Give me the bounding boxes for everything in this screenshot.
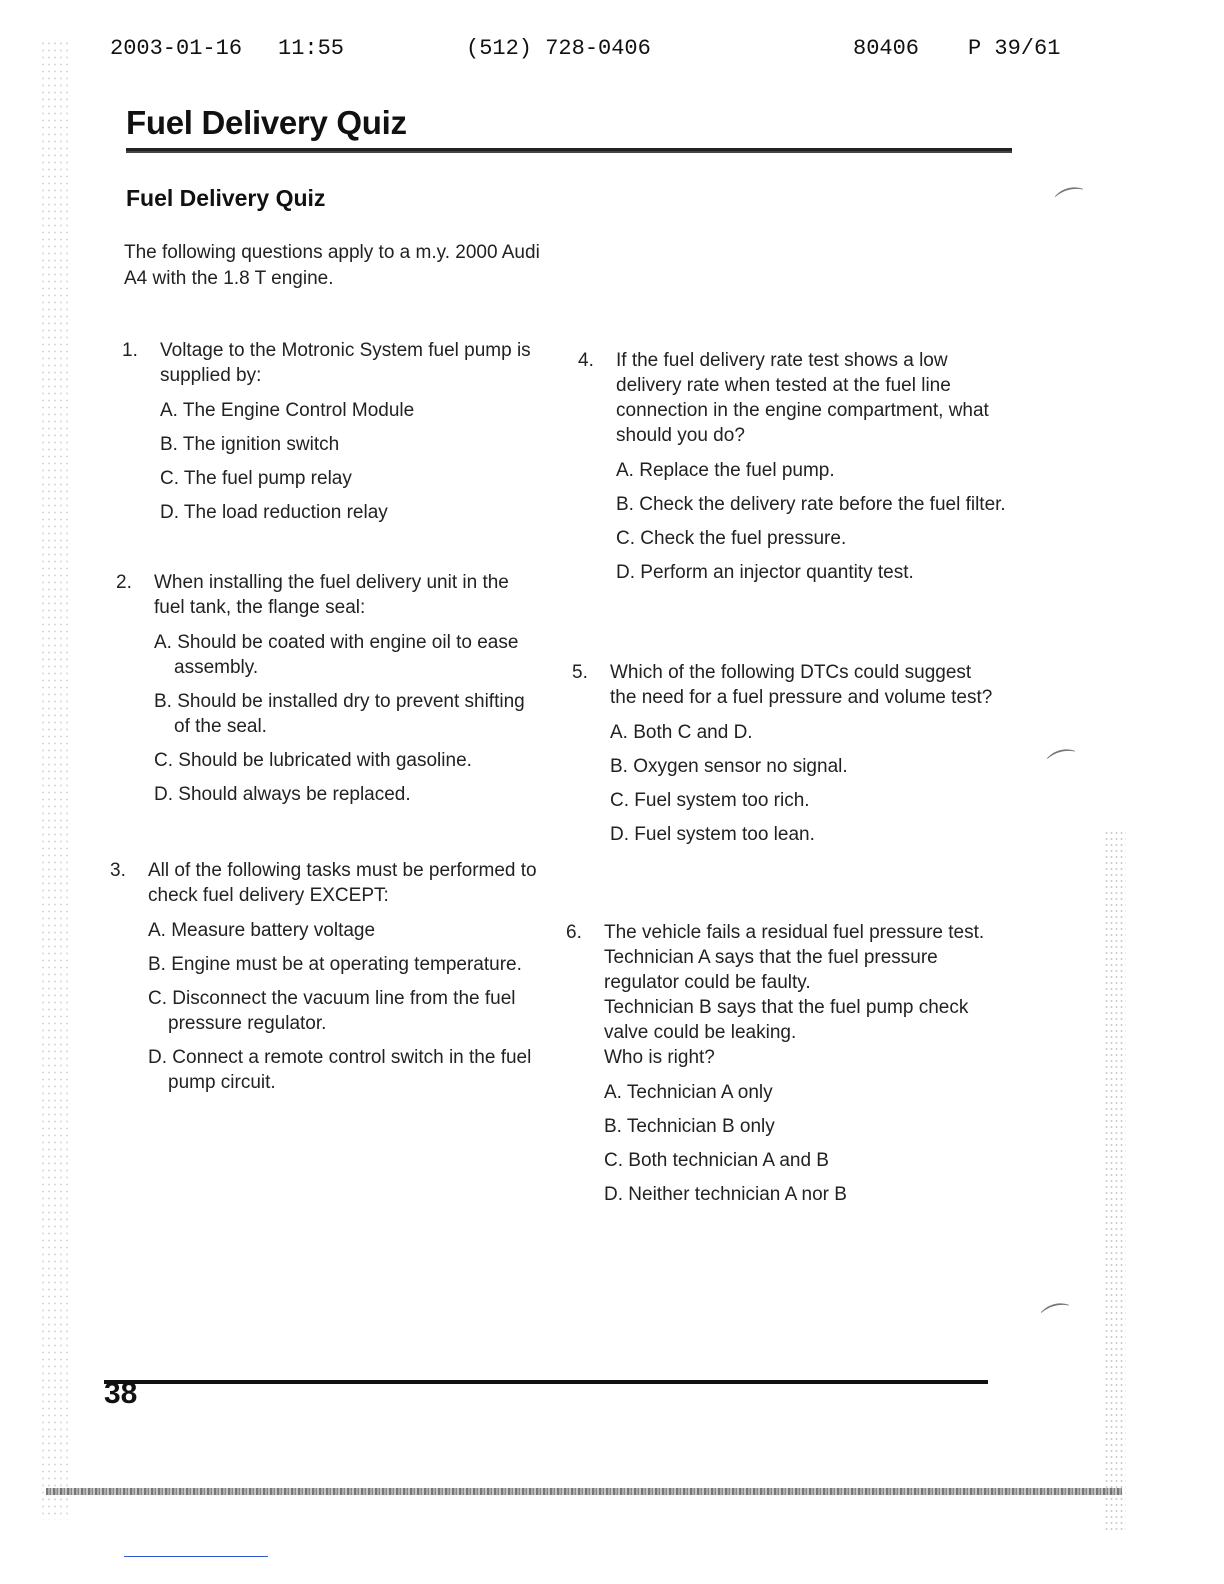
option-list (154, 630, 544, 807)
binder-ring-icon: ⌒ (1039, 1299, 1077, 1340)
scan-noise-left (40, 40, 70, 1520)
option-c: C. Fuel system too rich. (610, 790, 810, 811)
question-1 (122, 338, 542, 534)
option-d: D. Connect a remote control switch in the fuel pump circuit. (148, 1047, 532, 1093)
question-text-line: Technician B says that the fuel pump check valve could be leaking. (604, 997, 969, 1043)
question-text: Voltage to the Motronic System fuel pump is supplied by: (160, 340, 531, 386)
fax-header (0, 36, 1224, 66)
option-b: B. Check the delivery rate before the fuel filter. (616, 494, 1006, 515)
question-number: 1. (122, 340, 138, 361)
question-text: Which of the following DTCs could suggest the need for a fuel pressure and volume test? (610, 662, 993, 708)
fax-time: 11:55 (278, 36, 345, 61)
question-text-line: Who is right? (604, 1047, 715, 1068)
question-number: 6. (566, 922, 582, 943)
question-5 (572, 660, 1002, 856)
question-4 (578, 348, 1008, 594)
option-b: B. Oxygen sensor no signal. (610, 756, 848, 777)
binder-ring-icon: ⌒ (1045, 745, 1083, 786)
option-a: A. Measure battery voltage (148, 920, 376, 941)
option-d: D. Should always be replaced. (154, 784, 411, 805)
question-text: If the fuel delivery rate test shows a low delivery rate when tested at the fuel line connection in the engine compartment, what should you do? (616, 350, 989, 446)
option-b: B. Should be installed dry to prevent shifting of the seal. (154, 691, 525, 737)
question-3 (110, 858, 538, 1104)
question-number: 5. (572, 662, 588, 683)
fax-page: P 39/61 (968, 36, 1061, 61)
option-a: A. Should be coated with engine oil to ease assembly. (154, 632, 519, 678)
question-text (604, 920, 998, 1070)
question-text-line: Technician A says that the fuel pressure regulator could be faulty. (604, 947, 938, 993)
option-list (610, 720, 1002, 847)
option-a: A. Both C and D. (610, 722, 753, 743)
option-b: B. The ignition switch (160, 434, 340, 455)
page-title: Fuel Delivery Quiz (126, 104, 407, 141)
page-number: 38 (104, 1377, 138, 1410)
footer-divider (104, 1380, 988, 1384)
binder-ring-icon: ⌒ (1053, 183, 1091, 224)
question-2 (116, 570, 544, 816)
option-d: D. Neither technician A nor B (604, 1184, 847, 1205)
fax-date: 2003-01-16 (110, 36, 243, 61)
question-text: When installing the fuel delivery unit in the fuel tank, the flange seal: (154, 572, 509, 618)
option-d: D. Perform an injector quantity test. (616, 562, 914, 583)
question-6 (566, 920, 998, 1216)
question-text: All of the following tasks must be performed to check fuel delivery EXCEPT: (148, 860, 537, 906)
question-number: 3. (110, 860, 126, 881)
fax-code: 80406 (853, 36, 920, 61)
option-a: A. The Engine Control Module (160, 400, 415, 421)
option-b: B. Technician B only (604, 1116, 775, 1137)
option-c: C. Disconnect the vacuum line from the fuel pressure regulator. (148, 988, 516, 1034)
option-d: D. Fuel system too lean. (610, 824, 815, 845)
option-b: B. Engine must be at operating temperature. (148, 954, 522, 975)
title-divider (126, 148, 1012, 153)
option-d: D. The load reduction relay (160, 502, 388, 523)
option-c: C. Check the fuel pressure. (616, 528, 847, 549)
option-a: A. Replace the fuel pump. (616, 460, 835, 481)
section-title: Fuel Delivery Quiz (126, 185, 326, 211)
option-a: A. Technician A only (604, 1082, 773, 1103)
scan-noise-right (1104, 830, 1126, 1530)
option-c: C. Should be lubricated with gasoline. (154, 750, 472, 771)
option-list (616, 458, 1008, 585)
question-number: 4. (578, 350, 594, 371)
scan-edge-bar (46, 1488, 1122, 1495)
option-list (604, 1080, 998, 1207)
intro-text: The following questions apply to a m.y. 2000 Audi A4 with the 1.8 T engine. (124, 242, 540, 289)
question-text-line: The vehicle fails a residual fuel pressure test. (604, 922, 985, 943)
scan-artifact-line (124, 1556, 268, 1557)
option-list (148, 918, 538, 1095)
option-c: C. The fuel pump relay (160, 468, 352, 489)
question-number: 2. (116, 572, 132, 593)
option-list (160, 398, 542, 525)
option-c: C. Both technician A and B (604, 1150, 829, 1171)
fax-phone: (512) 728-0406 (466, 36, 651, 61)
